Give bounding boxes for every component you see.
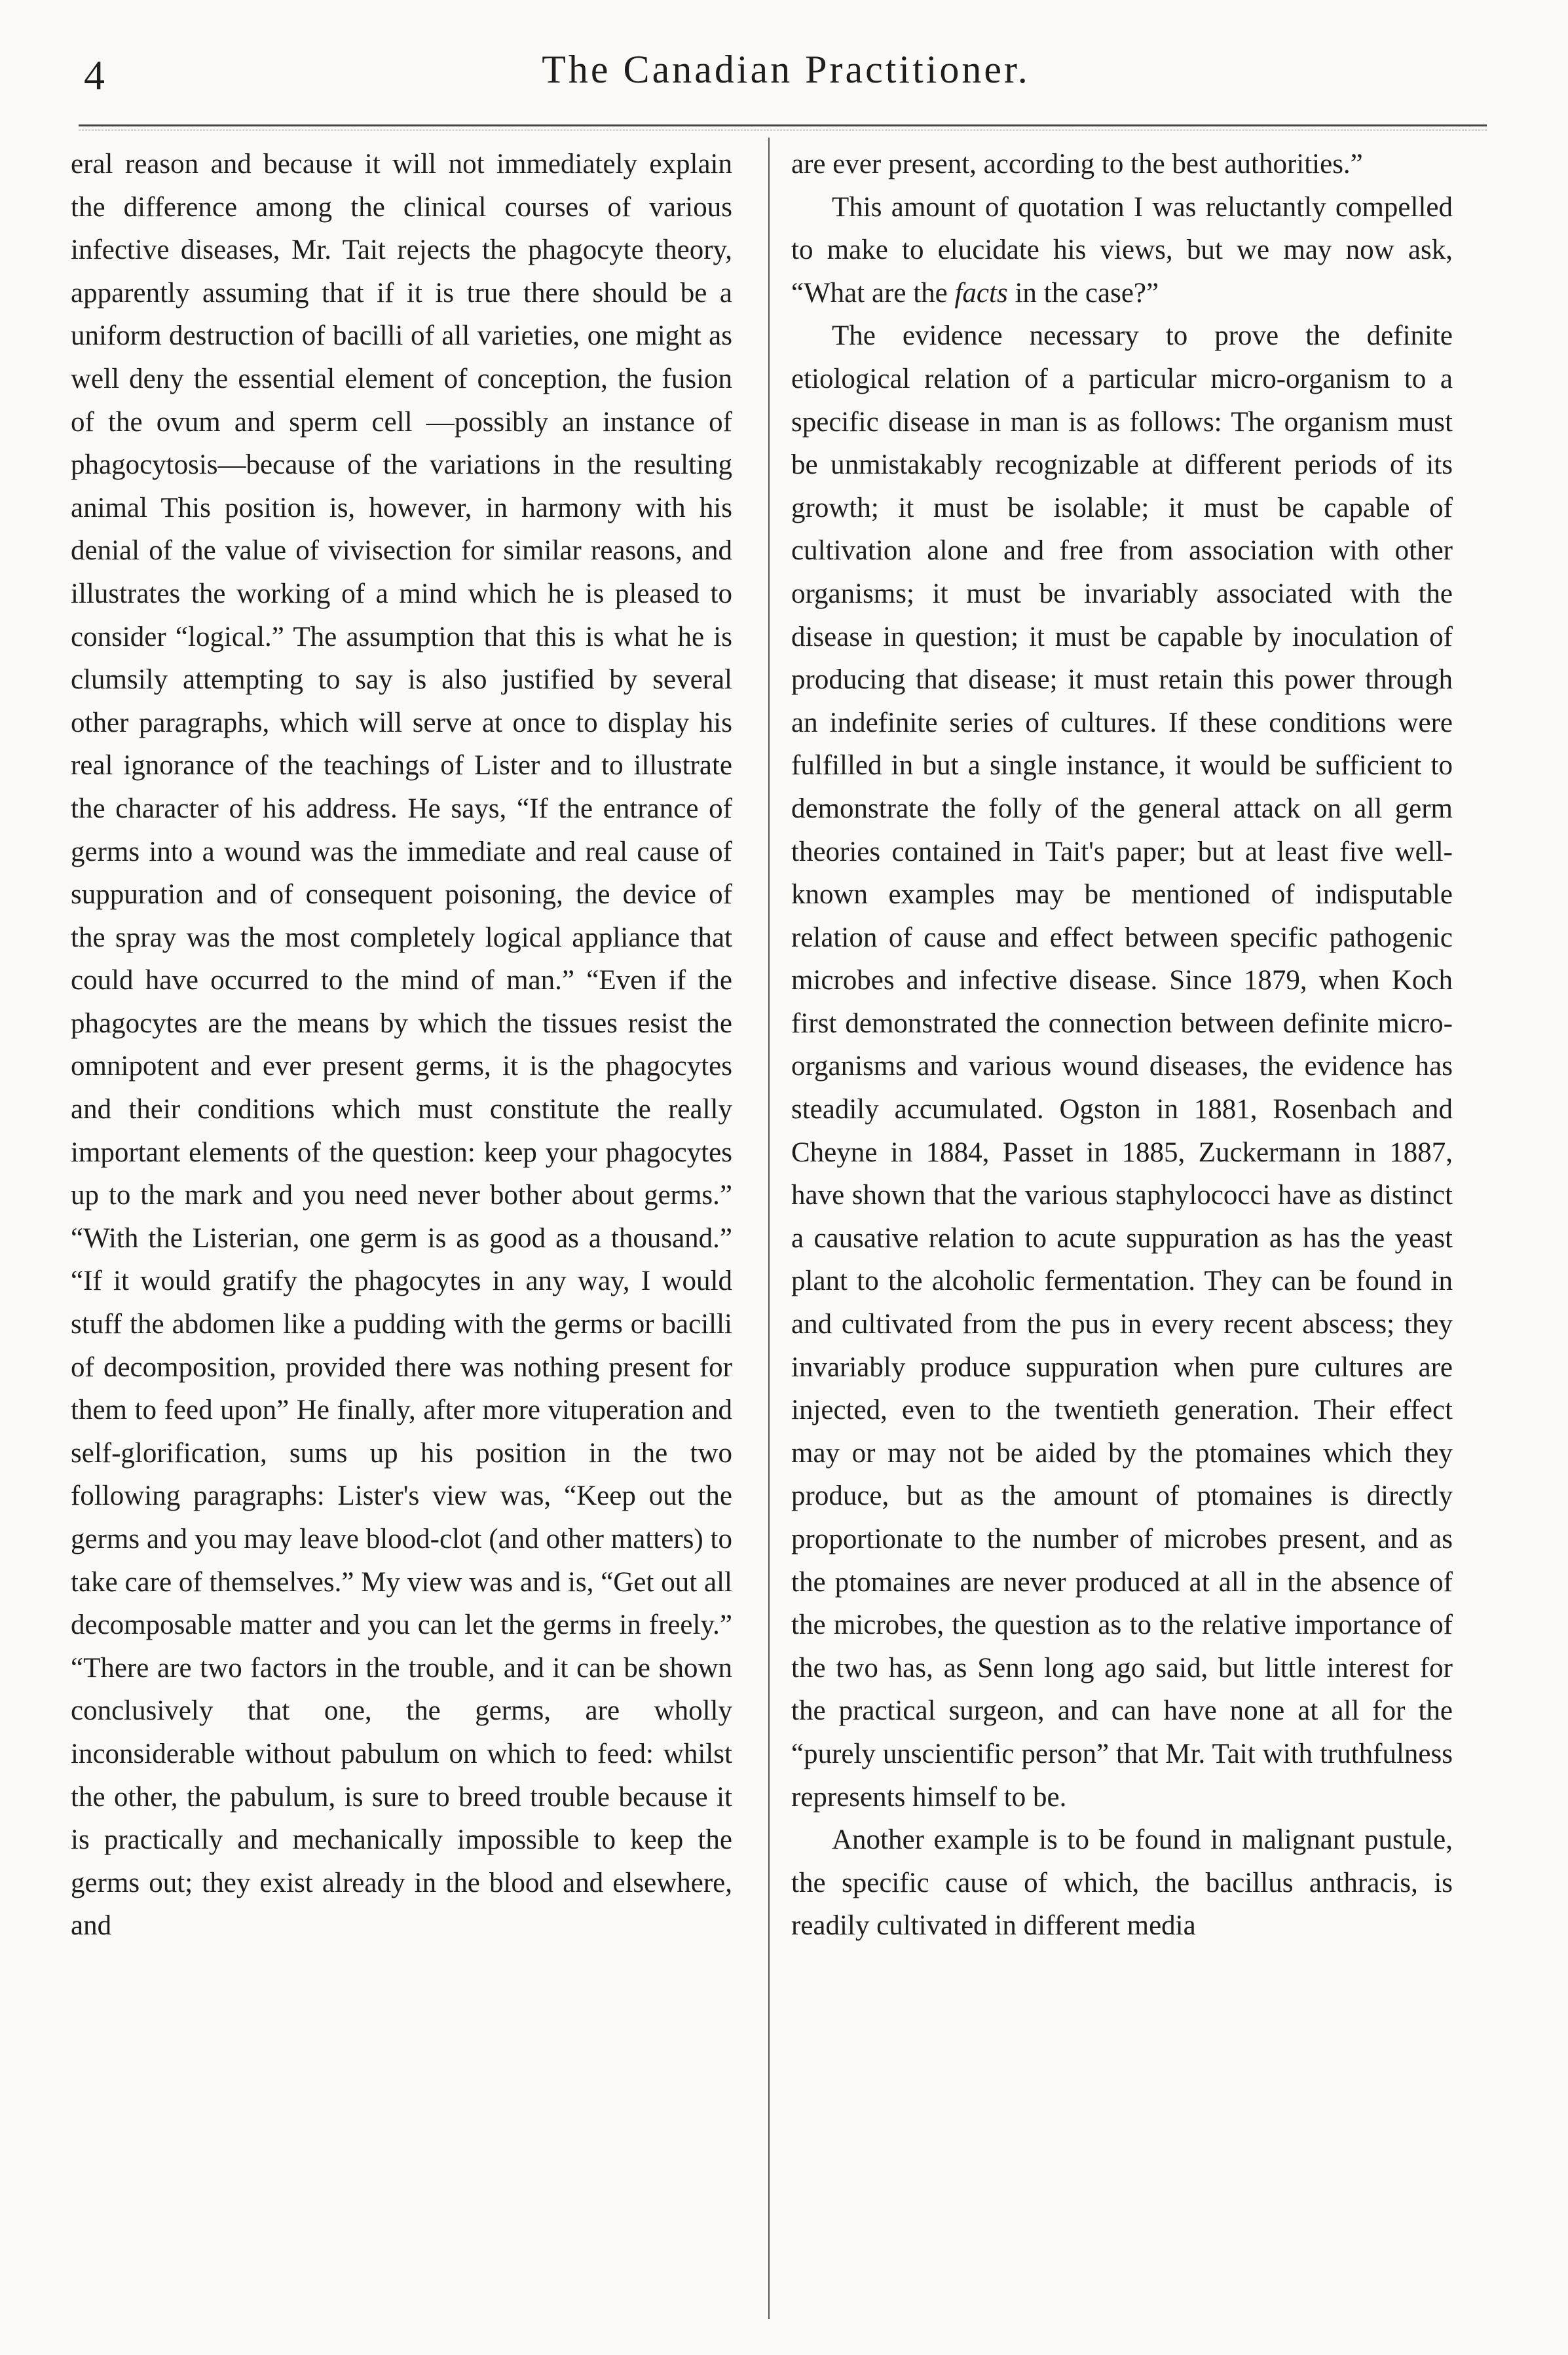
right-paragraph-2-text-b: in the case?” [1007, 277, 1159, 309]
left-column [71, 143, 732, 1948]
page-header [0, 39, 1568, 111]
right-paragraph-4: Another example is to be found in malignant pustule, the specific cause of which, the bacillus anthracis, is readily cultivated in different media [791, 1824, 1453, 1942]
column-divider [768, 138, 770, 2319]
page-number: 4 [84, 52, 105, 98]
header-rule [79, 124, 1487, 130]
left-paragraph-1: eral reason and because it will not immediately explain the difference among the clinical courses of various infective diseases, Mr. Tait rejects the phagocyte theory, apparently assuming that if it is true there should be a uniform destruction of bacilli of all varieties, one might as well deny the essential element of conception, the fusion of the ovum and sperm cell —possibly an instance of phagocytosis—because of the variations in the resulting animal This position is, however, in harmony with his denial of the value of vivisection for similar reasons, and illustrates the working of a mind which he is pleased to consider “logical.” The assumption that this is what he is clumsily attempting to say is also justified by several other paragraphs, which will serve at once to display his real ignorance of the teachings of Lister and to illustrate the character of his address. He says, “If the entrance of germs into a wound was the immediate and real cause of suppuration and of consequent poisoning, the device of the spray was the most completely logical appliance that could have occurred to the mind of man.” “Even if the phagocytes are the means by which the tissues resist the omnipotent and ever present germs, it is the phagocytes and their conditions which must constitute the really important elements of the question: keep your phagocytes up to the mark and you need never bother about germs.” “With the Listerian, one germ is as good as a thousand.” “If it would gratify the phagocytes in any way, I would stuff the abdomen like a pudding with the germs or bacilli of decomposition, provided there was nothing present for them to feed upon” He finally, after more vituperation and self-glorification, sums up his position in the two following paragraphs: Lister's view was, “Keep out the germs and you may leave blood-clot (and other matters) to take care of themselves.” My view was and is, “Get out all decomposable matter and you can let the germs in freely.” “There are two factors in the trouble, and it can be shown conclusively that one, the germs, are wholly inconsiderable without pabulum on which to feed: whilst the other, the pabulum, is sure to breed trouble because it is practically and mechanically impossible to keep the germs out; they exist already in the blood and elsewhere, and [71, 149, 732, 1942]
right-paragraph-3: The evidence necessary to prove the definite etiological relation of a particular micro-organism to a specific disease in man is as follows: The organism must be unmistakably recognizable at different periods of its growth; it must be isolable; it must be capable of cultivation alone and free from association with other organisms; it must be invariably associated with the disease in question; it must be capable by inoculation of producing that disease; it must retain this power through an indefinite series of cultures. If these conditions were fulfilled in but a single instance, it would be sufficient to demonstrate the folly of the general attack on all germ theories contained in Tait's paper; but at least five well-known examples may be mentioned of indisputable relation of cause and effect between specific pathogenic microbes and infective disease. Since 1879, when Koch first demonstrated the connection between definite micro-organisms and various wound diseases, the evidence has steadily accumulated. Ogston in 1881, Rosenbach and Cheyne in 1884, Passet in 1885, Zuckermann in 1887, have shown that the various staphylococci have as distinct a causative relation to acute suppuration as has the yeast plant to the alcoholic fermentation. They can be found in and cultivated from the pus in every recent abscess; they invariably produce suppuration when pure cultures are injected, even to the twentieth generation. Their effect may or may not be aided by the ptomaines which they produce, but as the amount of ptomaines is directly proportionate to the number of microbes present, and as the ptomaines are never produced at all in the absence of the microbes, the question as to the relative importance of the two has, as Senn long ago said, but little interest for the practical surgeon, and can have none at all for the “purely unscientific person” that Mr. Tait with truthfulness represents himself to be. [791, 320, 1453, 1813]
right-column [791, 143, 1453, 1948]
running-title: The Canadian Practitioner. [542, 48, 1030, 91]
right-paragraph-1: are ever present, according to the best authorities.” [791, 149, 1363, 179]
facts-emphasis: facts [954, 277, 1008, 309]
right-paragraph-2-text-a: This amount of quotation I was reluctantly compelled to make to elucidate his views, but we may now ask, “What are the [791, 191, 1453, 309]
right-paragraph-2 [791, 186, 1453, 315]
